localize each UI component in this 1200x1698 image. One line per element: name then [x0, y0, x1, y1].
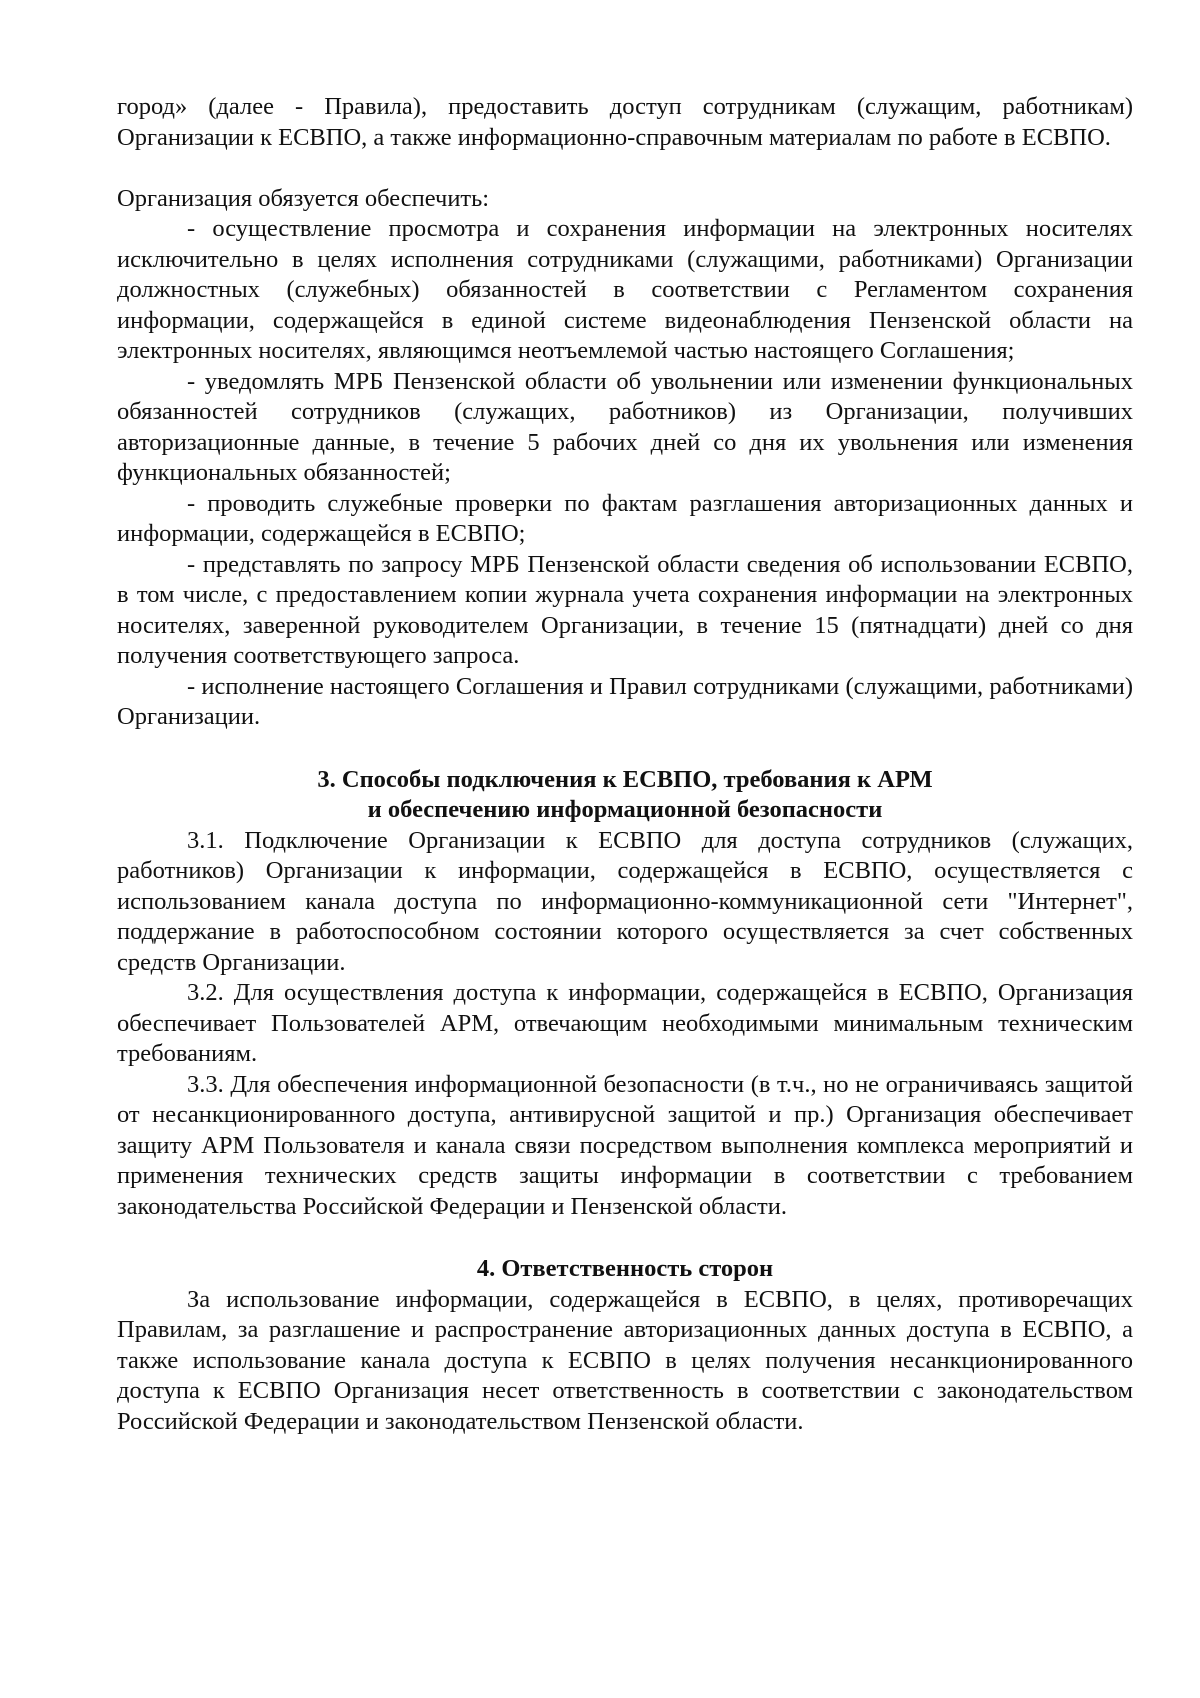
section-4-paragraph-1: За использование информации, содержащейся в ЕСВПО, в целях, противоречащих Правилам, за разглашение и распространение авторизационных данных доступа в ЕСВПО, а также использование канала доступа к ЕСВПО в целях получения несанкционированного доступа к ЕСВПО Организация несет ответственность в соответствии с законодательством Российской Федерации и законодательством Пензенской области. — [117, 1285, 1133, 1435]
intro-paragraph: город» (далее - Правила), предоставить доступ сотрудникам (служащим, работникам) Организации к ЕСВПО, а также информационно-справочным материалам по работе в ЕСВПО. — [117, 93, 1133, 151]
section-3-paragraph-1: 3.1. Подключение Организации к ЕСВПО для доступа сотрудников (служащих, работников) Организации к информации, содержащейся в ЕСВПО, осуществляется с использованием канала доступа по информационно-коммуникационной сети "Интернет", поддержание в работоспособном состоянии которого осуществляется за счет собственных средств Организации. — [117, 826, 1133, 976]
obligations-lead: Организация обязуется обеспечить: — [117, 184, 490, 212]
section-3-heading-line-1: 3. Способы подключения к ЕСВПО, требования к АРМ — [317, 765, 933, 793]
obligation-item: - представлять по запросу МРБ Пензенской области сведения об использовании ЕСВПО, в том числе, с предоставлением копии журнала учета сохранения информации на электронных носителях, заверенной руководителем Организации, в течение 15 (пятнадцати) дней со дня получения соответствующего запроса. — [117, 550, 1133, 669]
section-3-heading — [117, 765, 1133, 826]
section-4-heading: 4. Ответственность сторон — [476, 1255, 774, 1282]
section-3-heading-line-2: и обеспечению информационной безопасности — [367, 796, 883, 823]
section-3-paragraph-2: 3.2. Для осуществления доступа к информации, содержащейся в ЕСВПО, Организация обеспечивает Пользователей АРМ, отвечающим необходимыми минимальным техническим требованиям. — [117, 979, 1133, 1067]
obligation-item: - исполнение настоящего Соглашения и Правил сотрудниками (служащими, работниками) Организации. — [117, 672, 1133, 730]
obligation-item: - проводить служебные проверки по фактам разглашения авторизационных данных и информации, содержащейся в ЕСВПО; — [117, 489, 1133, 547]
obligation-item: - осуществление просмотра и сохранения информации на электронных носителях исключительно в целях исполнения сотрудниками (служащими, работниками) Организации должностных (служебных) обязанностей в соответствии с Регламентом сохранения информации, содержащейся в единой системе видеонаблюдения Пензенской области на электронных носителях, являющимся неотъемлемой частью настоящего Соглашения; — [117, 215, 1133, 364]
section-3-paragraph-3: 3.3. Для обеспечения информационной безопасности (в т.ч., но не ограничиваясь защитой от несанкционированного доступа, антивирусной защитой и пр.) Организация обеспечивает защиту АРМ Пользователя и канала связи посредством выполнения комплекса мероприятий и применения технических средств защиты информации в соответствии с требованием законодательства Российской Федерации и Пензенской области. — [117, 1070, 1133, 1220]
document-page — [117, 92, 1133, 1437]
obligation-item: - уведомлять МРБ Пензенской области об увольнении или изменении функциональных обязанностей сотрудников (служащих, работников) из Организации, получивших авторизационные данные, в течение 5 рабочих дней со дня их увольнения или изменения функциональных обязанностей; — [117, 367, 1133, 486]
